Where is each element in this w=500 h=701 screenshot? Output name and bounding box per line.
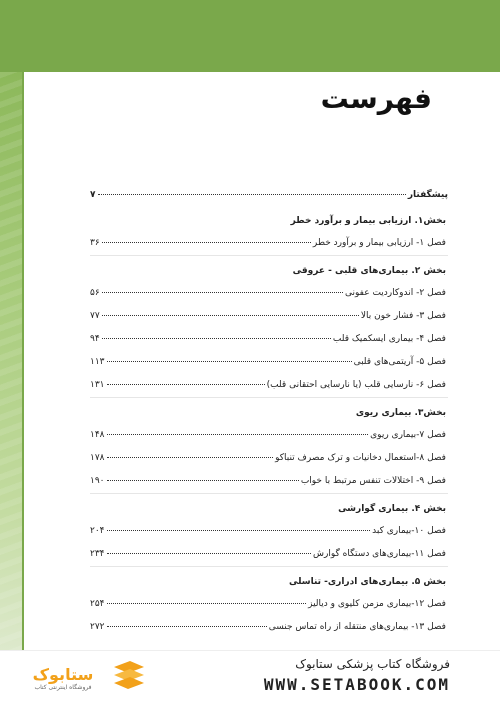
toc-chapter[interactable]	[90, 374, 448, 397]
toc-chapter-page: ۹۴	[90, 334, 100, 344]
left-divider-line	[22, 72, 24, 650]
toc-chapter-page: ۳۶	[90, 238, 100, 248]
toc-chapter[interactable]	[90, 470, 448, 493]
toc-chapter[interactable]	[90, 616, 448, 639]
leader-dots	[98, 194, 406, 195]
divider	[90, 566, 448, 567]
leader-dots	[107, 434, 369, 435]
toc-chapter[interactable]	[90, 232, 448, 255]
toc-chapter-page: ۲۷۲	[90, 622, 105, 632]
toc-chapter-page: ۱۹۰	[90, 476, 105, 486]
toc-chapter-label: فصل ۴- بیماری ایسکمیک قلب	[332, 334, 446, 344]
toc-chapter-label: فصل ۱۲-بیماری مزمن کلیوی و دیالیز	[308, 599, 446, 609]
toc-chapter-label: فصل ۱- ارزیابی بیمار و برآورد خطر	[312, 238, 446, 248]
left-decorative-band	[0, 72, 22, 650]
footer-banner	[0, 650, 500, 701]
top-color-bar	[0, 0, 500, 72]
toc-chapter[interactable]	[90, 305, 448, 328]
leader-dots	[107, 603, 307, 604]
toc-chapter[interactable]	[90, 520, 448, 543]
toc-chapter-label: فصل ۳- فشار خون بالا	[360, 311, 446, 321]
toc-chapter-page: ۲۳۴	[90, 549, 105, 559]
leader-dots	[102, 315, 359, 316]
toc-chapter-page: ۱۷۸	[90, 453, 105, 463]
toc-chapter[interactable]	[90, 351, 448, 374]
leader-dots	[107, 457, 274, 458]
toc-preface-page: ۷	[90, 190, 96, 200]
toc-chapter[interactable]	[90, 282, 448, 305]
toc-chapter[interactable]	[90, 328, 448, 351]
setabook-logo[interactable]	[18, 659, 148, 693]
toc-section-heading: بخش ۵. بیماری‌های ادراری- تناسلی	[288, 577, 446, 587]
toc-chapter-page: ۲۵۴	[90, 599, 105, 609]
toc-preface-label: پیشگفتار	[407, 190, 448, 200]
leader-dots	[102, 338, 331, 339]
toc-chapter-page: ۲۰۴	[90, 526, 105, 536]
toc-chapter-label: فصل ۸-استعمال دخانیات و ترک مصرف تنباکو	[275, 453, 446, 463]
toc-chapter-label: فصل ۱۱-بیماری‌های دستگاه گوارش	[313, 549, 446, 559]
toc-chapter-label: فصل ۱۳- بیماری‌های منتقله از راه تماس جنسی	[268, 622, 446, 632]
toc-chapter-label: فصل ۶- نارسایی قلب (یا نارسایی احتقانی قلب)	[266, 380, 446, 390]
toc-chapter[interactable]	[90, 447, 448, 470]
divider	[90, 397, 448, 398]
toc-chapter-label: فصل ۲- اندوکاردیت عفونی	[345, 288, 446, 298]
toc-preface[interactable]	[90, 190, 448, 210]
leader-dots	[107, 530, 371, 531]
toc-chapter-page: ۱۳۱	[90, 380, 105, 390]
logo-wordmark-text: ستابوک	[32, 665, 94, 684]
shop-name: فروشگاه کتاب پزشکی ستابوک	[295, 657, 450, 671]
divider	[90, 255, 448, 256]
shop-url[interactable]: WWW.SETABOOK.COM	[263, 675, 450, 694]
toc-section-heading: بخش ۲. بیماری‌های قلبی - عروقی	[292, 266, 446, 276]
toc-chapter[interactable]	[90, 543, 448, 566]
leader-dots	[102, 242, 311, 243]
toc-chapter-label: فصل ۷-بیماری ریوی	[370, 430, 446, 440]
toc-chapter-label: فصل ۵- آریتمی‌های قلبی	[353, 357, 446, 367]
leader-dots	[102, 292, 343, 293]
leader-dots	[107, 384, 265, 385]
toc-chapter-page: ۷۷	[90, 311, 100, 321]
toc-chapter-page: ۱۴۸	[90, 430, 105, 440]
toc-chapter-label: فصل ۹- اختلالات تنفس مرتبط با خواب	[300, 476, 446, 486]
toc-chapter[interactable]	[90, 424, 448, 447]
leader-dots	[107, 361, 352, 362]
left-band-pattern	[0, 72, 22, 650]
book-stack-icon	[110, 659, 148, 693]
leader-dots	[107, 626, 267, 627]
logo-subtitle-text: فروشگاه اینترنتی کتاب	[34, 684, 92, 691]
toc-chapter-page: ۱۱۳	[90, 357, 105, 367]
toc-section-heading: بخش ۴. بیماری گوارشی	[338, 504, 446, 514]
toc-chapter-label: فصل ۱۰-بیماری کبد	[372, 526, 446, 536]
divider	[90, 493, 448, 494]
toc-section-heading: بخش۱. ارزیابی بیمار و برآورد خطر	[290, 216, 446, 226]
leader-dots	[107, 480, 299, 481]
leader-dots	[107, 553, 311, 554]
toc-section-heading: بخش۳. بیماری ریوی	[355, 408, 446, 418]
logo-wordmark	[18, 661, 108, 691]
page-title: فهرست	[320, 82, 432, 115]
toc-chapter-page: ۵۶	[90, 288, 100, 298]
table-of-contents	[90, 190, 448, 639]
toc-chapter[interactable]	[90, 593, 448, 616]
